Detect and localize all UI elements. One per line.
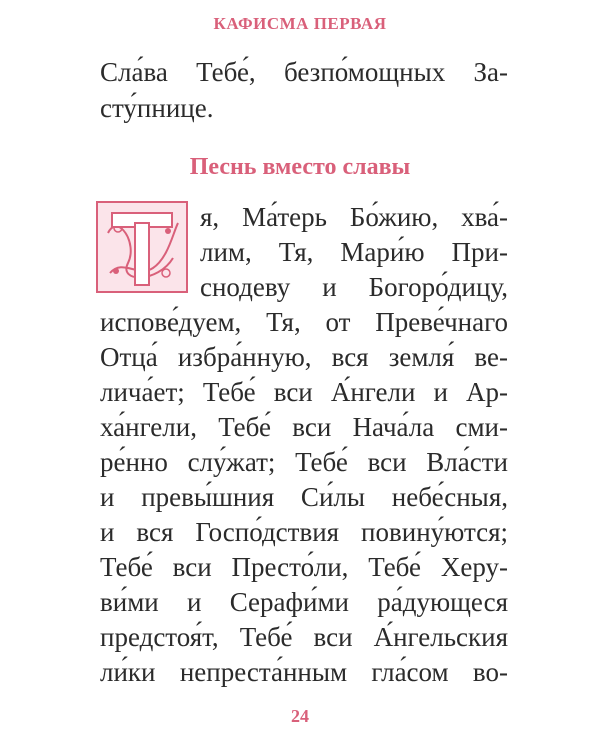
body-line-5: Отца́ избра́нную, вся земля́ ве-: [100, 342, 508, 372]
section-title: Песнь вместо славы: [189, 154, 411, 180]
dropcap-ornament: [96, 201, 188, 293]
body-line-8: ре́нно слу́жат; Тебе́ вси Вла́сти: [100, 447, 508, 477]
body-line-4: испове́дуем, Тя, от Преве́чнаго: [100, 307, 508, 337]
body-line-13: предстоя́т, Тебе́ вси А́нгельския: [100, 622, 508, 652]
body-line-14: ли́ки непреста́нным гла́сом во-: [100, 657, 508, 687]
ornamental-letter-icon: [98, 203, 186, 291]
intro-line-1: Сла́ва Тебе́, безпо́мощных За-: [100, 57, 508, 87]
body-line-7: ха́нгели, Тебе́ вси Нача́ла сми-: [100, 412, 508, 442]
body-line-1: я, Ма́терь Бо́жию, хва́-: [200, 202, 508, 232]
body-line-10: и вся Госпо́дствия повину́ются;: [100, 517, 508, 547]
page-number: 24: [291, 706, 309, 726]
body-line-9: и превы́шния Си́лы небе́сныя,: [100, 482, 508, 512]
running-header: КАФИСМА ПЕРВАЯ: [213, 14, 387, 33]
body-line-6: лича́ет; Тебе́ вси А́нгели и Ар-: [100, 377, 508, 407]
body-line-2: лим, Тя, Мари́ю При-: [200, 237, 508, 267]
body-line-3: снодеву и Богоро́дицу,: [200, 272, 508, 302]
body-line-12: ви́ми и Серафи́ми ра́дующеся: [100, 587, 508, 617]
intro-line-2: сту́пнице.: [100, 93, 214, 123]
body-line-11: Тебе́ вси Престо́ли, Тебе́ Херу-: [100, 552, 508, 582]
